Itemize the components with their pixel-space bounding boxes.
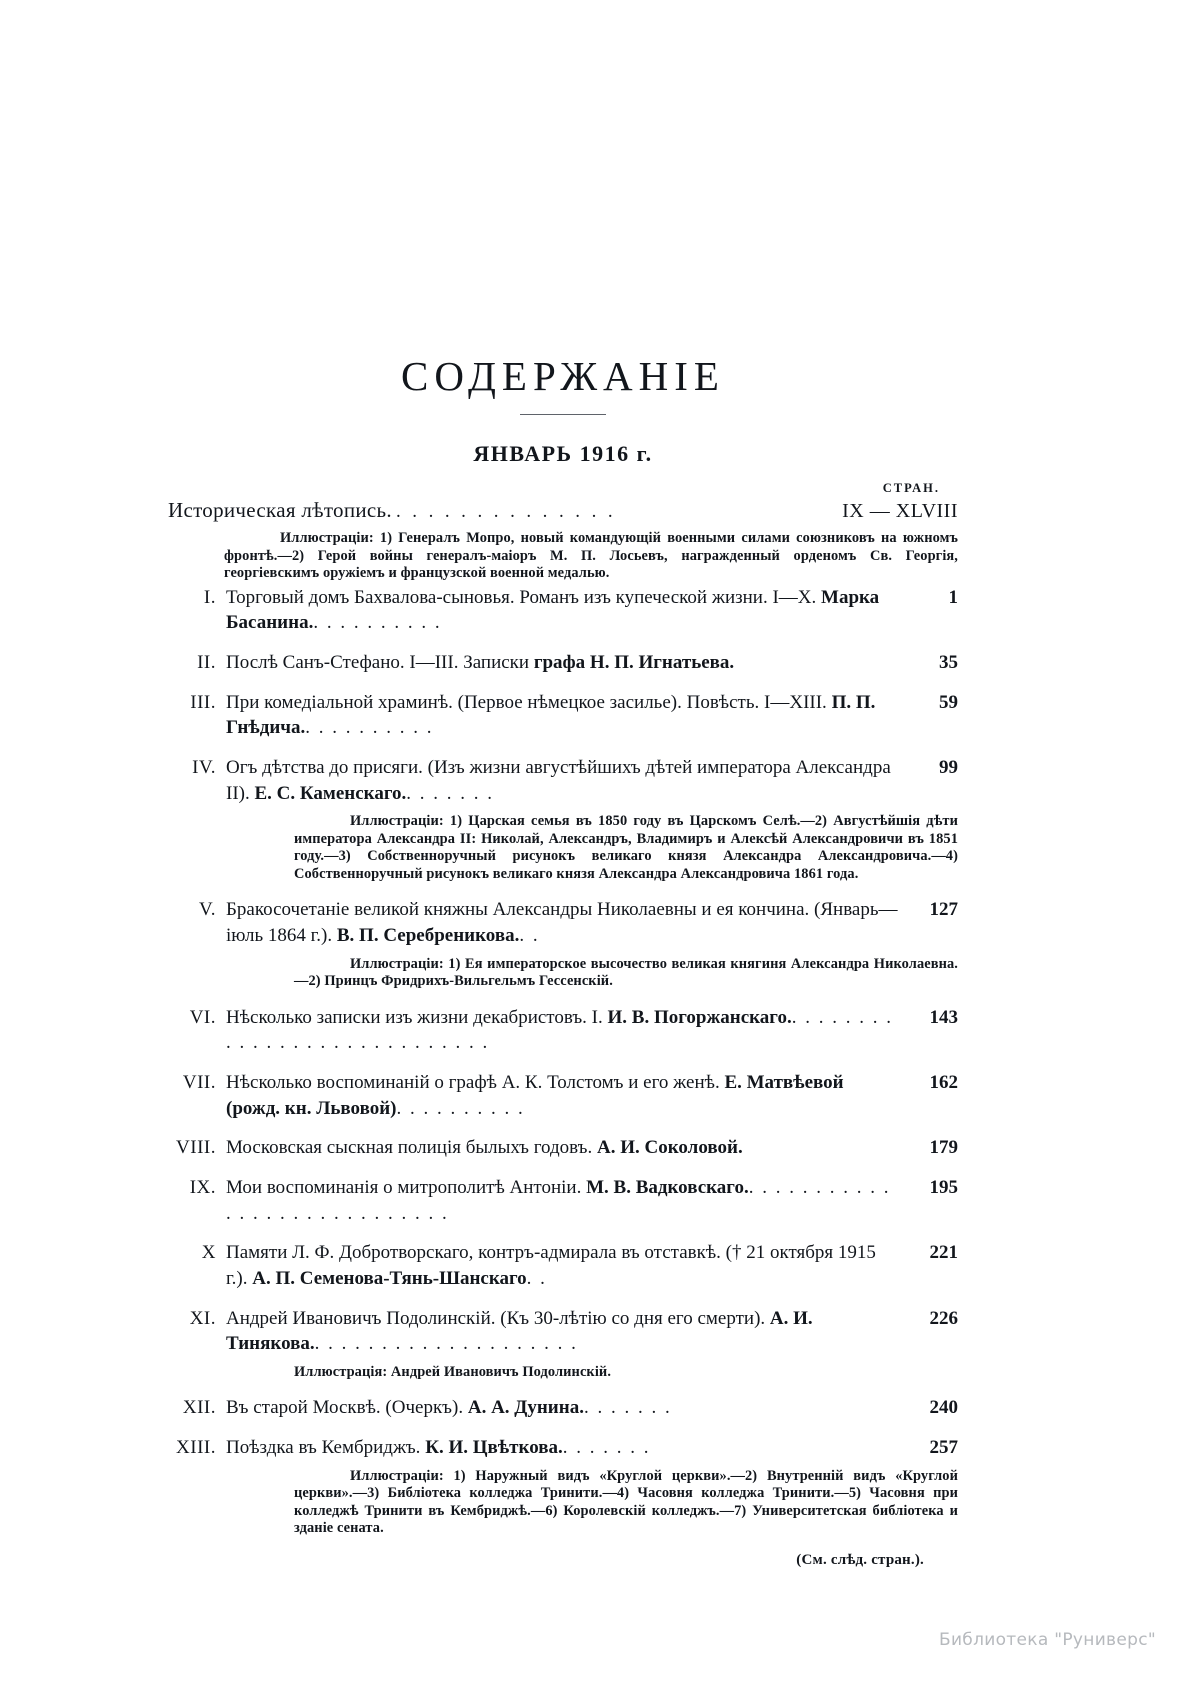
entry-body <box>226 1135 902 1161</box>
chronicle-label: Историческая лѣтопись. <box>168 498 392 522</box>
illustration-note: Иллюстрація: Андрей Ивановичъ Подолинскій. <box>294 1363 612 1380</box>
illustration-note: Иллюстраціи: 1) Ея императорское высочество великая княгиня Александра Николаевна.—2) Принцъ Фридрихъ-Вильгельмъ Гессенскій. <box>294 955 958 990</box>
page-title: СОДЕРЖАНІЕ <box>401 353 725 399</box>
illustration-note: Иллюстраціи: 1) Наружный видъ «Круглой церкви».—2) Внутренній видъ «Круглой церкви».—3) Библіотека колледжа Тринити.—4) Часовня колледжа Тринити.—5) Часовня при колледжѣ Тринити въ Кембриджѣ.—6) Королевскій колледжъ.—7) Университетская библіотека и зданіе сената. <box>294 1467 958 1537</box>
illustration-note: Иллюстраціи: 1) Царская семья въ 1850 году въ Царскомъ Селѣ.—2) Августѣйшія дѣти императора Александра II: Николай, Александръ, Владимиръ и Алексѣй Александровичи въ 1851 году.—3) Собственноручный рисунокъ великаго князя Александра Александровича.—4) Собственноручный рисунокъ великаго князя Александра Александровича 1861 года. <box>294 813 958 882</box>
entry-dots: . . . . . . . . . . . . . . . . . . . . <box>314 1333 578 1355</box>
entry-author: М. В. Вадковскаго. <box>586 1177 749 1199</box>
page-column-header: СТРАН. <box>882 481 940 495</box>
entry-number: IX. <box>189 1177 216 1199</box>
entry-body <box>226 755 902 806</box>
entry-page: 257 <box>929 1437 958 1459</box>
entry-number: II. <box>197 651 216 673</box>
entry-title: Послѣ Санъ-Стефано. I—III. Записки <box>226 651 534 673</box>
chronicle-dots: . . . . . . . . . . . . . . <box>395 501 617 522</box>
entry-author: графа Н. П. Игнатьева. <box>533 651 735 673</box>
footer-note: (См. слѣд. стран.). <box>796 1551 924 1568</box>
entry-number: V. <box>198 899 216 921</box>
entry-body <box>226 1435 902 1461</box>
entry-body <box>226 690 902 741</box>
entry-page: 195 <box>929 1177 958 1199</box>
entry-body <box>226 1175 902 1226</box>
entry-title: Московская сыскная полиція былыхъ годовъ. <box>226 1137 598 1159</box>
entry-page: 127 <box>929 899 958 921</box>
entry-author: К. И. Цвѣткова. <box>425 1437 563 1459</box>
entry-title: Нѣсколько воспоминаній о графѣ А. К. Толстомъ и его женѣ. <box>226 1072 725 1094</box>
table-row <box>168 1135 958 1161</box>
entry-title: Андрей Ивановичъ Подолинскій. (Къ 30-лѣтію со дня его смерти). <box>226 1307 770 1329</box>
entry-number: VIII. <box>176 1137 216 1159</box>
entry-dots: . . . . . . . . . . <box>305 717 434 739</box>
entry-title: Мои воспоминанія о митрополитѣ Антоніи. <box>226 1177 587 1199</box>
entry-author: Е. С. Каменскаго. <box>254 782 407 804</box>
entry-author: А. И. Соколовой. <box>597 1137 743 1159</box>
table-row <box>168 650 958 676</box>
entry-dots: . . <box>519 925 540 947</box>
entry-title: Поѣздка въ Кембриджъ. <box>226 1437 426 1459</box>
entry-title: Торговый домъ Бахвалова-сыновья. Романъ изъ купеческой жизни. I—X. <box>226 586 822 608</box>
entry-number: XI. <box>189 1307 216 1329</box>
entry-page: 162 <box>929 1072 958 1094</box>
entry-page: 226 <box>929 1307 958 1329</box>
entry-number: IV. <box>192 756 216 778</box>
issue-date: ЯНВАРЬ 1916 г. <box>473 441 653 466</box>
entry-dots: . . . . . . . . . . . . . . . . . . . . . . . . . . . . <box>226 1006 893 1054</box>
entry-author: А. И. Тинякова. <box>226 1307 813 1355</box>
entry-author: В. П. Серебреникова. <box>336 925 520 947</box>
entry-body <box>226 650 902 676</box>
title-divider <box>520 414 606 415</box>
entry-body <box>226 1306 902 1357</box>
entry-number: VI. <box>189 1006 216 1028</box>
chronicle-page-range: IX — XLVIII <box>842 500 958 522</box>
entry-dots: . . . . . . . . . . . . . . . . . . . . . . . . . . . . <box>226 1177 891 1224</box>
entry-body <box>226 897 902 948</box>
table-row <box>168 1435 958 1461</box>
entry-number: I. <box>203 586 216 608</box>
table-of-contents <box>168 352 958 1569</box>
entry-author: Марка Басанина. <box>226 586 880 634</box>
table-row <box>168 690 958 741</box>
table-row <box>168 1306 958 1357</box>
entry-number: XIII. <box>176 1437 216 1459</box>
entry-dots: . . . . . . . . . . <box>396 1097 525 1119</box>
table-row <box>168 1070 958 1121</box>
entry-page: 240 <box>929 1397 958 1419</box>
entry-page: 59 <box>939 691 958 713</box>
entry-dots: . . . . . . . <box>562 1437 651 1459</box>
entry-page: 221 <box>929 1242 958 1264</box>
table-row <box>168 897 958 948</box>
entry-page: 1 <box>948 586 958 608</box>
entry-author: А. П. Семенова-Тянь-Шанскаго <box>252 1267 527 1289</box>
entry-number: X <box>201 1242 216 1264</box>
entry-title: При комедіальной храминѣ. (Первое нѣмецкое засилье). Повѣсть. I—XIII. <box>226 691 832 713</box>
entry-page: 143 <box>929 1006 958 1028</box>
entry-number: III. <box>190 691 216 713</box>
table-row <box>168 1175 958 1226</box>
entry-author: И. В. Погоржанскаго. <box>607 1006 792 1028</box>
entry-number: XII. <box>182 1397 216 1419</box>
entry-body <box>226 1240 902 1291</box>
entry-dots: . . . . . . . <box>406 782 494 804</box>
entry-title: Огъ дѣтства до присяги. (Изъ жизни августѣйшихъ дѣтей императора Александра II). <box>226 756 891 804</box>
entry-author: Е. Матвѣевой (рожд. кн. Львовой) <box>226 1072 844 1119</box>
table-row <box>168 1005 958 1056</box>
toc-entry-chronicle <box>168 498 958 523</box>
entry-page: 179 <box>929 1137 958 1159</box>
entry-author: П. П. Гнѣдича. <box>226 691 876 739</box>
entry-body <box>226 585 902 636</box>
table-row <box>168 585 958 636</box>
entry-title: Нѣсколько записки изъ жизни декабристовъ. I. <box>226 1006 608 1028</box>
entry-title: Въ старой Москвѣ. (Очеркъ). <box>226 1397 468 1419</box>
entry-page: 99 <box>939 756 958 778</box>
entry-body <box>226 1395 902 1421</box>
entry-number: VII. <box>182 1072 216 1094</box>
entry-title: Бракосочетаніе великой княжны Александры Николаевны и ея кончина. (Январь—іюль 1864 г.). <box>226 899 898 947</box>
entry-body <box>226 1070 902 1121</box>
illustration-note: Иллюстраціи: 1) Генералъ Мопро, новый командующій военными силами союзниковъ на южномъ фронтѣ.—2) Герой войны генералъ-маіоръ М. П. Лосьевъ, награжденный орденомъ Св. Георгія, георгіевскимъ оружіемъ и французской военной медалью. <box>224 530 958 582</box>
entry-page: 35 <box>939 651 958 673</box>
entry-title: Памяти Л. Ф. Добротворскаго, контръ-адмирала въ отставкѣ. († 21 октября 1915 г.). <box>226 1242 876 1289</box>
watermark: Библиотека "Руниверс" <box>939 1630 1156 1650</box>
entry-body <box>226 1005 902 1056</box>
entry-dots: . . <box>526 1267 547 1289</box>
entry-dots: . . . . . . . . . . <box>313 612 442 634</box>
table-row <box>168 1240 958 1291</box>
entry-dots: . . . . . . . <box>583 1397 672 1419</box>
table-row <box>168 755 958 806</box>
entry-author: А. А. Дунина. <box>467 1397 584 1419</box>
table-row <box>168 1395 958 1421</box>
